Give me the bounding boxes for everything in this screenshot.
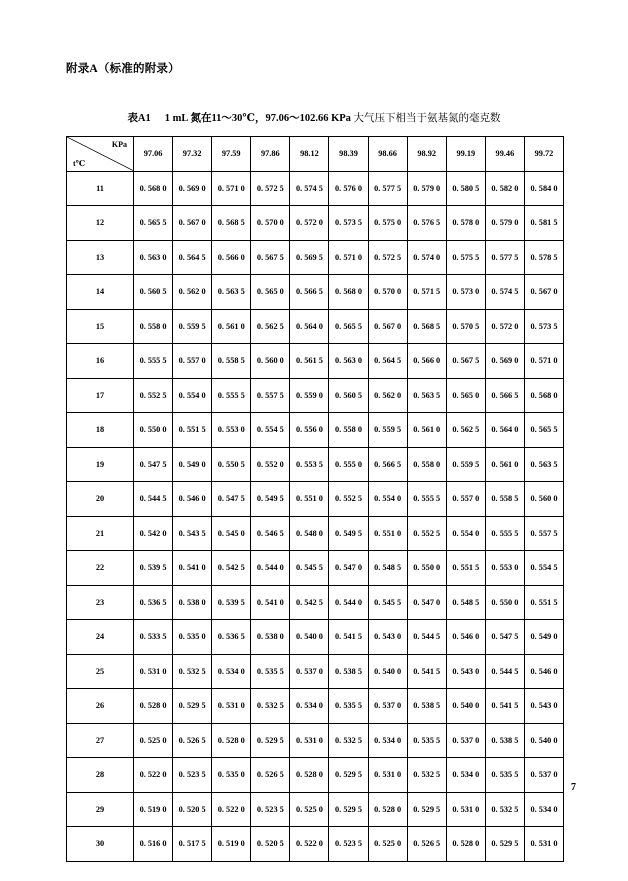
table-cell-value: 0. 528 0 (212, 723, 251, 758)
table-cell-value: 0. 550 0 (407, 551, 446, 586)
table-cell-value: 0. 547 0 (329, 551, 368, 586)
table-cell-value: 0. 548 5 (446, 585, 485, 620)
table-cell-value: 0. 538 0 (173, 585, 212, 620)
table-cell-value: 0. 528 0 (368, 792, 407, 827)
table-cell-value: 0. 546 0 (446, 620, 485, 655)
table-row (67, 620, 564, 655)
table-cell-value: 0. 534 0 (524, 792, 563, 827)
table-cell-value: 0. 584 0 (524, 171, 563, 206)
table-cell-value: 0. 528 0 (290, 758, 329, 793)
table-cell-value: 0. 536 5 (134, 585, 173, 620)
table-cell-value: 0. 554 0 (173, 378, 212, 413)
table-cell-value: 0. 537 0 (524, 758, 563, 793)
table-row (67, 654, 564, 689)
table-cell-value: 0. 555 5 (485, 516, 524, 551)
table-cell-value: 0. 565 5 (134, 206, 173, 241)
table-cell-value: 0. 540 0 (290, 620, 329, 655)
table-cell-value: 0. 558 0 (407, 447, 446, 482)
column-header: 98.92 (407, 137, 446, 172)
table-cell-value: 0. 581 5 (524, 206, 563, 241)
table-cell-value: 0. 551 5 (446, 551, 485, 586)
table-cell-value: 0. 529 5 (485, 827, 524, 862)
table-cell-value: 0. 577 5 (368, 171, 407, 206)
table-row (67, 206, 564, 241)
table-row (67, 516, 564, 551)
table-cell-value: 0. 553 0 (212, 413, 251, 448)
column-header: 97.86 (251, 137, 290, 172)
table-cell-value: 0. 551 5 (524, 585, 563, 620)
table-cell-value: 0. 549 5 (329, 516, 368, 551)
row-label-temperature: 28 (67, 758, 134, 793)
row-label-temperature: 27 (67, 723, 134, 758)
table-cell-value: 0. 558 5 (212, 344, 251, 379)
table-cell-value: 0. 535 5 (251, 654, 290, 689)
table-cell-value: 0. 539 5 (212, 585, 251, 620)
table-cell-value: 0. 523 5 (173, 758, 212, 793)
table-cell-value: 0. 552 0 (251, 447, 290, 482)
table-cell-value: 0. 567 5 (251, 240, 290, 275)
table-cell-value: 0. 528 0 (446, 827, 485, 862)
table-cell-value: 0. 557 0 (446, 482, 485, 517)
table-cell-value: 0. 563 0 (329, 344, 368, 379)
table-row (67, 585, 564, 620)
table-cell-value: 0. 516 0 (134, 827, 173, 862)
table-cell-value: 0. 579 0 (407, 171, 446, 206)
table-cell-value: 0. 535 5 (407, 723, 446, 758)
table-row (67, 792, 564, 827)
table-cell-value: 0. 542 5 (212, 551, 251, 586)
table-cell-value: 0. 571 0 (524, 344, 563, 379)
table-cell-value: 0. 554 0 (368, 482, 407, 517)
table-cell-value: 0. 568 0 (329, 275, 368, 310)
table-cell-value: 0. 540 0 (368, 654, 407, 689)
table-title-plain-part: 大气压下相当于氨基氮的毫克数 (353, 113, 501, 124)
column-header: 99.72 (524, 137, 563, 172)
table-cell-value: 0. 575 0 (368, 206, 407, 241)
table-cell-value: 0. 572 0 (290, 206, 329, 241)
table-cell-value: 0. 563 5 (212, 275, 251, 310)
table-cell-value: 0. 529 5 (251, 723, 290, 758)
table-cell-value: 0. 540 0 (446, 689, 485, 724)
table-row (67, 413, 564, 448)
table-cell-value: 0. 553 5 (290, 447, 329, 482)
table-cell-value: 0. 554 5 (524, 551, 563, 586)
table-cell-value: 0. 562 0 (368, 378, 407, 413)
table-cell-value: 0. 572 5 (368, 240, 407, 275)
column-header: 97.32 (173, 137, 212, 172)
table-cell-value: 0. 532 5 (251, 689, 290, 724)
table-cell-value: 0. 533 5 (134, 620, 173, 655)
header-temperature-unit-label: t℃ (73, 158, 86, 168)
table-row (67, 827, 564, 862)
table-cell-value: 0. 544 5 (407, 620, 446, 655)
column-header: 97.59 (212, 137, 251, 172)
table-cell-value: 0. 546 0 (173, 482, 212, 517)
table-cell-value: 0. 571 0 (329, 240, 368, 275)
row-label-temperature: 30 (67, 827, 134, 862)
table-cell-value: 0. 569 5 (290, 240, 329, 275)
table-cell-value: 0. 544 0 (329, 585, 368, 620)
table-cell-value: 0. 558 0 (134, 309, 173, 344)
row-label-temperature: 21 (67, 516, 134, 551)
table-row (67, 171, 564, 206)
table-cell-value: 0. 562 5 (251, 309, 290, 344)
table-cell-value: 0. 561 0 (485, 447, 524, 482)
table-cell-value: 0. 541 0 (251, 585, 290, 620)
table-cell-value: 0. 534 0 (290, 689, 329, 724)
table-row (67, 723, 564, 758)
table-cell-value: 0. 549 5 (251, 482, 290, 517)
table-cell-value: 0. 522 0 (290, 827, 329, 862)
table-cell-value: 0. 555 5 (407, 482, 446, 517)
table-cell-value: 0. 565 0 (446, 378, 485, 413)
table-cell-value: 0. 548 0 (290, 516, 329, 551)
table-cell-value: 0. 565 0 (251, 275, 290, 310)
row-label-temperature: 25 (67, 654, 134, 689)
header-corner-cell (67, 137, 134, 172)
row-label-temperature: 15 (67, 309, 134, 344)
row-label-temperature: 19 (67, 447, 134, 482)
table-cell-value: 0. 576 0 (329, 171, 368, 206)
table-cell-value: 0. 572 0 (485, 309, 524, 344)
table-cell-value: 0. 526 5 (407, 827, 446, 862)
table-cell-value: 0. 544 5 (134, 482, 173, 517)
table-cell-value: 0. 525 0 (290, 792, 329, 827)
table-cell-value: 0. 574 0 (407, 240, 446, 275)
table-cell-value: 0. 559 5 (368, 413, 407, 448)
table-cell-value: 0. 572 5 (251, 171, 290, 206)
row-label-temperature: 17 (67, 378, 134, 413)
table-cell-value: 0. 557 5 (524, 516, 563, 551)
table-cell-value: 0. 541 5 (407, 654, 446, 689)
table-cell-value: 0. 532 5 (407, 758, 446, 793)
table-cell-value: 0. 552 5 (407, 516, 446, 551)
table-cell-value: 0. 562 0 (173, 275, 212, 310)
table-cell-value: 0. 549 0 (524, 620, 563, 655)
table-row (67, 275, 564, 310)
table-cell-value: 0. 546 0 (524, 654, 563, 689)
table-cell-value: 0. 573 5 (524, 309, 563, 344)
table-cell-value: 0. 552 5 (134, 378, 173, 413)
table-cell-value: 0. 541 5 (485, 689, 524, 724)
column-header: 98.66 (368, 137, 407, 172)
table-cell-value: 0. 551 0 (290, 482, 329, 517)
table-cell-value: 0. 526 5 (173, 723, 212, 758)
table-cell-value: 0. 563 0 (134, 240, 173, 275)
table-row (67, 378, 564, 413)
table-cell-value: 0. 560 5 (134, 275, 173, 310)
table-cell-value: 0. 542 5 (290, 585, 329, 620)
table-cell-value: 0. 531 0 (524, 827, 563, 862)
table-cell-value: 0. 566 0 (407, 344, 446, 379)
table-cell-value: 0. 557 5 (251, 378, 290, 413)
table-cell-value: 0. 545 5 (368, 585, 407, 620)
column-header: 99.19 (446, 137, 485, 172)
table-title-label: 表A1 (127, 113, 151, 124)
table-cell-value: 0. 563 5 (407, 378, 446, 413)
table-cell-value: 0. 561 5 (290, 344, 329, 379)
table-cell-value: 0. 526 5 (251, 758, 290, 793)
table-cell-value: 0. 531 0 (368, 758, 407, 793)
table-cell-value: 0. 531 0 (446, 792, 485, 827)
table-container (66, 136, 563, 862)
table-cell-value: 0. 551 0 (368, 516, 407, 551)
row-label-temperature: 12 (67, 206, 134, 241)
table-title-bold-part: 1 mL 氮在11～30℃，97.06～102.66 KPa (164, 113, 351, 124)
table-cell-value: 0. 552 5 (329, 482, 368, 517)
table-cell-value: 0. 538 5 (329, 654, 368, 689)
table-cell-value: 0. 523 5 (251, 792, 290, 827)
table-cell-value: 0. 520 5 (173, 792, 212, 827)
table-cell-value: 0. 544 5 (485, 654, 524, 689)
table-cell-value: 0. 541 5 (329, 620, 368, 655)
table-cell-value: 0. 555 0 (329, 447, 368, 482)
table-cell-value: 0. 537 0 (368, 689, 407, 724)
table-cell-value: 0. 537 0 (446, 723, 485, 758)
table-cell-value: 0. 570 0 (251, 206, 290, 241)
table-cell-value: 0. 566 0 (212, 240, 251, 275)
table-cell-value: 0. 565 5 (524, 413, 563, 448)
table-cell-value: 0. 559 5 (446, 447, 485, 482)
table-cell-value: 0. 560 0 (524, 482, 563, 517)
table-cell-value: 0. 554 0 (446, 516, 485, 551)
table-cell-value: 0. 555 5 (212, 378, 251, 413)
table-cell-value: 0. 558 5 (485, 482, 524, 517)
table-cell-value: 0. 534 0 (368, 723, 407, 758)
table-cell-value: 0. 528 0 (134, 689, 173, 724)
table-cell-value: 0. 536 5 (212, 620, 251, 655)
page-number: 7 (571, 782, 576, 793)
table-title (0, 110, 628, 125)
table-cell-value: 0. 522 0 (212, 792, 251, 827)
header-pressure-unit-label: KPa (111, 140, 127, 149)
table-cell-value: 0. 542 0 (134, 516, 173, 551)
row-label-temperature: 13 (67, 240, 134, 275)
table-cell-value: 0. 532 5 (329, 723, 368, 758)
table-cell-value: 0. 573 0 (446, 275, 485, 310)
table-cell-value: 0. 547 5 (212, 482, 251, 517)
table-cell-value: 0. 547 5 (485, 620, 524, 655)
table-header-row (67, 137, 564, 172)
table-cell-value: 0. 568 5 (212, 206, 251, 241)
table-cell-value: 0. 568 5 (407, 309, 446, 344)
table-cell-value: 0. 550 0 (485, 585, 524, 620)
table-row (67, 344, 564, 379)
appendix-header: 附录A（标准的附录） (66, 63, 180, 75)
table-cell-value: 0. 554 5 (251, 413, 290, 448)
table-cell-value: 0. 545 5 (290, 551, 329, 586)
table-cell-value: 0. 540 0 (524, 723, 563, 758)
row-label-temperature: 20 (67, 482, 134, 517)
table-cell-value: 0. 578 5 (524, 240, 563, 275)
table-row (67, 482, 564, 517)
row-label-temperature: 16 (67, 344, 134, 379)
table-cell-value: 0. 535 0 (173, 620, 212, 655)
row-label-temperature: 23 (67, 585, 134, 620)
table-cell-value: 0. 531 0 (134, 654, 173, 689)
table-cell-value: 0. 582 0 (485, 171, 524, 206)
table-cell-value: 0. 538 5 (485, 723, 524, 758)
row-label-temperature: 22 (67, 551, 134, 586)
table-cell-value: 0. 567 5 (446, 344, 485, 379)
table-cell-value: 0. 558 0 (329, 413, 368, 448)
table-cell-value: 0. 568 0 (134, 171, 173, 206)
table-cell-value: 0. 575 5 (446, 240, 485, 275)
table-cell-value: 0. 525 0 (134, 723, 173, 758)
table-cell-value: 0. 573 5 (329, 206, 368, 241)
table-cell-value: 0. 546 5 (251, 516, 290, 551)
table-cell-value: 0. 560 5 (329, 378, 368, 413)
table-row (67, 447, 564, 482)
table-cell-value: 0. 537 0 (290, 654, 329, 689)
table-cell-value: 0. 565 5 (329, 309, 368, 344)
table-cell-value: 0. 535 0 (212, 758, 251, 793)
table-cell-value: 0. 571 5 (407, 275, 446, 310)
column-header: 99.46 (485, 137, 524, 172)
table-cell-value: 0. 543 0 (446, 654, 485, 689)
table-cell-value: 0. 564 0 (485, 413, 524, 448)
table-cell-value: 0. 577 5 (485, 240, 524, 275)
row-label-temperature: 26 (67, 689, 134, 724)
table-cell-value: 0. 566 5 (368, 447, 407, 482)
table-cell-value: 0. 567 0 (368, 309, 407, 344)
table-cell-value: 0. 529 5 (329, 792, 368, 827)
table-cell-value: 0. 556 0 (290, 413, 329, 448)
table-cell-value: 0. 538 5 (407, 689, 446, 724)
nitrogen-conversion-table (66, 136, 564, 862)
table-cell-value: 0. 550 5 (212, 447, 251, 482)
table-cell-value: 0. 571 0 (212, 171, 251, 206)
table-cell-value: 0. 561 0 (212, 309, 251, 344)
table-head (67, 137, 564, 172)
table-cell-value: 0. 543 5 (173, 516, 212, 551)
table-cell-value: 0. 564 5 (368, 344, 407, 379)
table-cell-value: 0. 531 0 (212, 689, 251, 724)
table-cell-value: 0. 569 0 (485, 344, 524, 379)
table-cell-value: 0. 560 0 (251, 344, 290, 379)
table-row (67, 309, 564, 344)
table-cell-value: 0. 570 5 (446, 309, 485, 344)
table-cell-value: 0. 548 5 (368, 551, 407, 586)
table-cell-value: 0. 563 5 (524, 447, 563, 482)
table-cell-value: 0. 532 5 (173, 654, 212, 689)
table-cell-value: 0. 519 0 (134, 792, 173, 827)
table-cell-value: 0. 525 0 (368, 827, 407, 862)
table-cell-value: 0. 519 0 (212, 827, 251, 862)
table-cell-value: 0. 534 0 (212, 654, 251, 689)
table-cell-value: 0. 529 5 (407, 792, 446, 827)
row-label-temperature: 29 (67, 792, 134, 827)
table-row (67, 689, 564, 724)
table-cell-value: 0. 555 5 (134, 344, 173, 379)
table-cell-value: 0. 535 5 (485, 758, 524, 793)
table-cell-value: 0. 574 5 (485, 275, 524, 310)
table-cell-value: 0. 559 0 (290, 378, 329, 413)
table-cell-value: 0. 574 5 (290, 171, 329, 206)
table-cell-value: 0. 529 5 (173, 689, 212, 724)
row-label-temperature: 18 (67, 413, 134, 448)
table-cell-value: 0. 576 5 (407, 206, 446, 241)
table-cell-value: 0. 547 0 (407, 585, 446, 620)
table-cell-value: 0. 553 0 (485, 551, 524, 586)
column-header: 97.06 (134, 137, 173, 172)
table-cell-value: 0. 569 0 (173, 171, 212, 206)
row-label-temperature: 11 (67, 171, 134, 206)
table-cell-value: 0. 543 0 (368, 620, 407, 655)
table-cell-value: 0. 564 5 (173, 240, 212, 275)
table-row (67, 758, 564, 793)
table-cell-value: 0. 567 0 (173, 206, 212, 241)
table-row (67, 240, 564, 275)
table-cell-value: 0. 559 5 (173, 309, 212, 344)
table-cell-value: 0. 547 5 (134, 447, 173, 482)
table-cell-value: 0. 538 0 (251, 620, 290, 655)
table-cell-value: 0. 578 0 (446, 206, 485, 241)
table-body (67, 171, 564, 861)
table-cell-value: 0. 523 5 (329, 827, 368, 862)
table-cell-value: 0. 580 5 (446, 171, 485, 206)
row-label-temperature: 14 (67, 275, 134, 310)
table-cell-value: 0. 517 5 (173, 827, 212, 862)
table-cell-value: 0. 557 0 (173, 344, 212, 379)
row-label-temperature: 24 (67, 620, 134, 655)
table-cell-value: 0. 551 5 (173, 413, 212, 448)
table-cell-value: 0. 566 5 (485, 378, 524, 413)
table-cell-value: 0. 535 5 (329, 689, 368, 724)
table-cell-value: 0. 567 0 (524, 275, 563, 310)
table-cell-value: 0. 545 0 (212, 516, 251, 551)
column-header: 98.39 (329, 137, 368, 172)
table-cell-value: 0. 568 0 (524, 378, 563, 413)
table-cell-value: 0. 534 0 (446, 758, 485, 793)
table-cell-value: 0. 532 5 (485, 792, 524, 827)
table-cell-value: 0. 570 0 (368, 275, 407, 310)
table-cell-value: 0. 579 0 (485, 206, 524, 241)
table-cell-value: 0. 520 5 (251, 827, 290, 862)
table-cell-value: 0. 541 0 (173, 551, 212, 586)
table-cell-value: 0. 564 0 (290, 309, 329, 344)
table-cell-value: 0. 543 0 (524, 689, 563, 724)
table-cell-value: 0. 544 0 (251, 551, 290, 586)
column-header: 98.12 (290, 137, 329, 172)
table-cell-value: 0. 550 0 (134, 413, 173, 448)
table-cell-value: 0. 562 5 (446, 413, 485, 448)
table-cell-value: 0. 522 0 (134, 758, 173, 793)
table-row (67, 551, 564, 586)
table-cell-value: 0. 566 5 (290, 275, 329, 310)
table-cell-value: 0. 531 0 (290, 723, 329, 758)
table-cell-value: 0. 539 5 (134, 551, 173, 586)
table-cell-value: 0. 561 0 (407, 413, 446, 448)
table-cell-value: 0. 529 5 (329, 758, 368, 793)
table-cell-value: 0. 549 0 (173, 447, 212, 482)
